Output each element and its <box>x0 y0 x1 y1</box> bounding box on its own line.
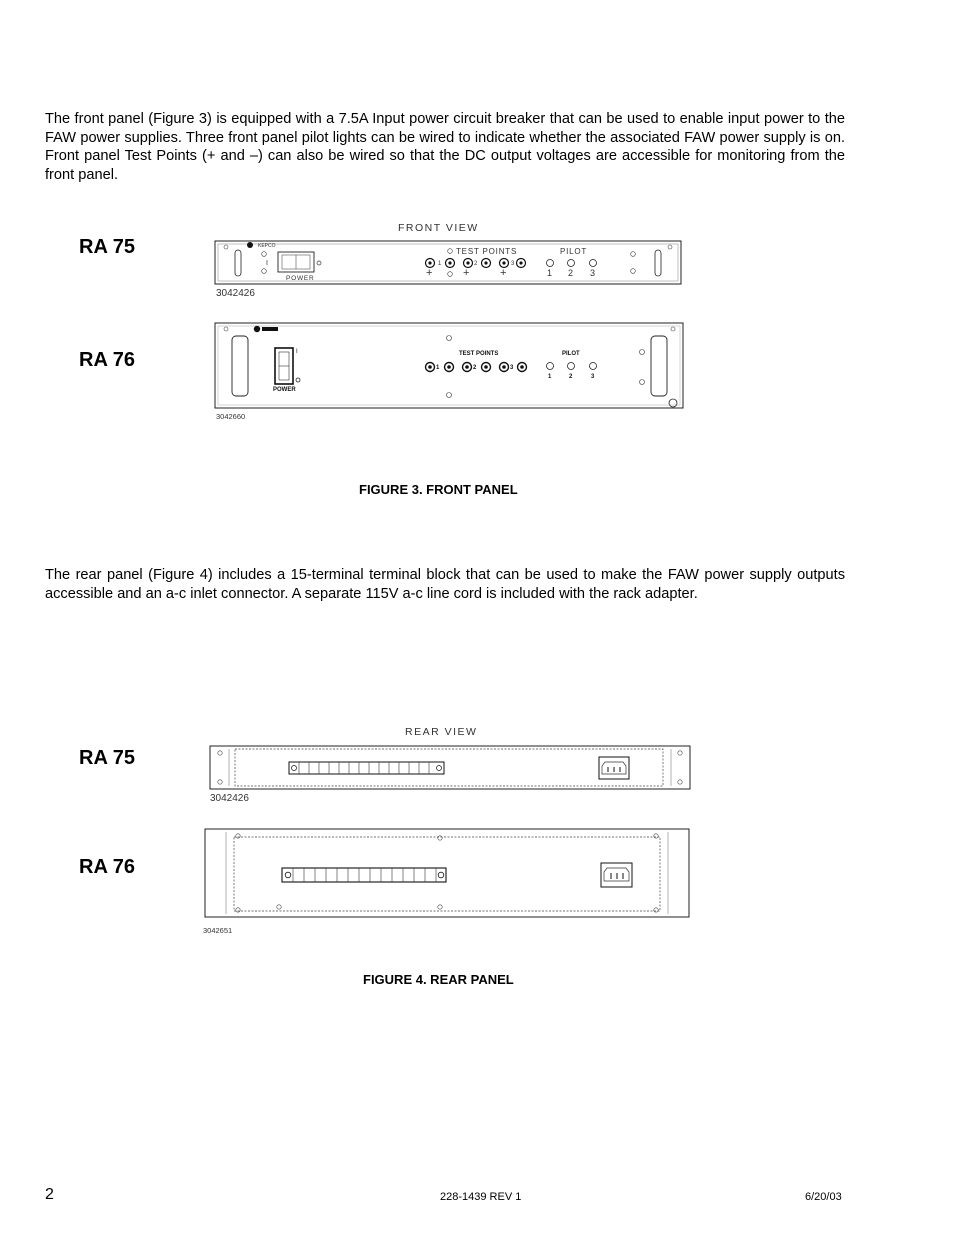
svg-text:3: 3 <box>590 268 596 278</box>
kepco-logo-icon <box>247 242 253 248</box>
svg-text:+: + <box>500 267 507 279</box>
pilot-lights <box>547 363 597 370</box>
ra76-front-panel-drawing <box>214 322 686 410</box>
left-handle <box>232 336 248 396</box>
panel-outline <box>210 746 690 789</box>
svg-text:I: I <box>266 260 268 267</box>
ra75-rear-part-number: 3042426 <box>210 793 249 804</box>
brand-text: KEPCO <box>258 243 276 249</box>
terminals <box>285 868 444 882</box>
terminal-block <box>282 868 446 882</box>
front-ra76-label: RA 76 <box>79 349 135 371</box>
svg-text:+: + <box>463 267 470 279</box>
svg-text:POWER: POWER <box>273 387 296 393</box>
svg-text:PILOT: PILOT <box>562 351 580 357</box>
right-handle <box>651 336 667 396</box>
svg-text:2: 2 <box>473 365 477 371</box>
front-ra75-label: RA 75 <box>79 236 135 258</box>
terminal-block <box>289 762 444 774</box>
rear-ra76-label: RA 76 <box>79 856 135 878</box>
ra75-front-part-number: 3042426 <box>216 288 255 299</box>
ra76-rear-part-number: 3042651 <box>203 926 233 935</box>
ra76-front-part-number: 3042660 <box>216 412 246 421</box>
rear-view-title: REAR VIEW <box>405 726 478 738</box>
svg-text:2: 2 <box>568 268 574 278</box>
right-handle <box>655 250 661 276</box>
figure4-caption: FIGURE 4. REAR PANEL <box>363 972 514 987</box>
svg-text:2: 2 <box>474 261 478 267</box>
svg-text:TEST POINTS: TEST POINTS <box>459 351 499 357</box>
ra76-rear-panel-drawing <box>204 828 692 920</box>
front-view-title: FRONT VIEW <box>398 222 479 234</box>
panel-outline <box>215 241 681 284</box>
svg-text:1: 1 <box>438 261 442 267</box>
svg-text:1: 1 <box>436 365 440 371</box>
svg-text:I: I <box>296 349 298 355</box>
svg-text:1: 1 <box>548 374 552 380</box>
ra75-front-panel-drawing <box>214 240 684 286</box>
terminals <box>292 762 442 774</box>
svg-text:+: + <box>426 267 433 279</box>
ra75-rear-panel-drawing <box>209 745 693 791</box>
svg-text:3: 3 <box>511 261 515 267</box>
left-handle <box>235 250 241 276</box>
svg-text:1: 1 <box>547 268 553 278</box>
svg-text:POWER: POWER <box>286 275 315 282</box>
rear-paragraph: The rear panel (Figure 4) includes a 15-terminal terminal block that can be used to make the FAW power supply outputs accessible and an a-c inlet connector. A separate 115V a-c line cord is included with the rack adapter. <box>45 567 845 602</box>
intro-paragraph: The front panel (Figure 3) is equipped with a 7.5A Input power circuit breaker that can be used to enable input power to the FAW power supplies. Three front panel pilot lights can be wired to indicate whether the associated FAW power supply is on. Front panel Test Points (+ and –) can also be wired so that the DC output voltages are accessible for monitoring from the front panel. <box>45 111 845 183</box>
svg-text:3: 3 <box>591 374 595 380</box>
rear-ra75-label: RA 75 <box>79 747 135 769</box>
page-number: 2 <box>45 1186 54 1203</box>
svg-text:3: 3 <box>510 365 514 371</box>
doc-date: 6/20/03 <box>805 1191 842 1203</box>
svg-text:TEST POINTS: TEST POINTS <box>456 247 518 256</box>
pilot-lights <box>547 260 597 267</box>
svg-text:2: 2 <box>569 374 573 380</box>
kepco-logo-icon <box>254 326 260 332</box>
svg-text:PILOT: PILOT <box>560 247 588 256</box>
doc-number: 228-1439 REV 1 <box>440 1191 522 1203</box>
figure3-caption: FIGURE 3. FRONT PANEL <box>359 482 518 497</box>
panel-outline <box>205 829 689 917</box>
